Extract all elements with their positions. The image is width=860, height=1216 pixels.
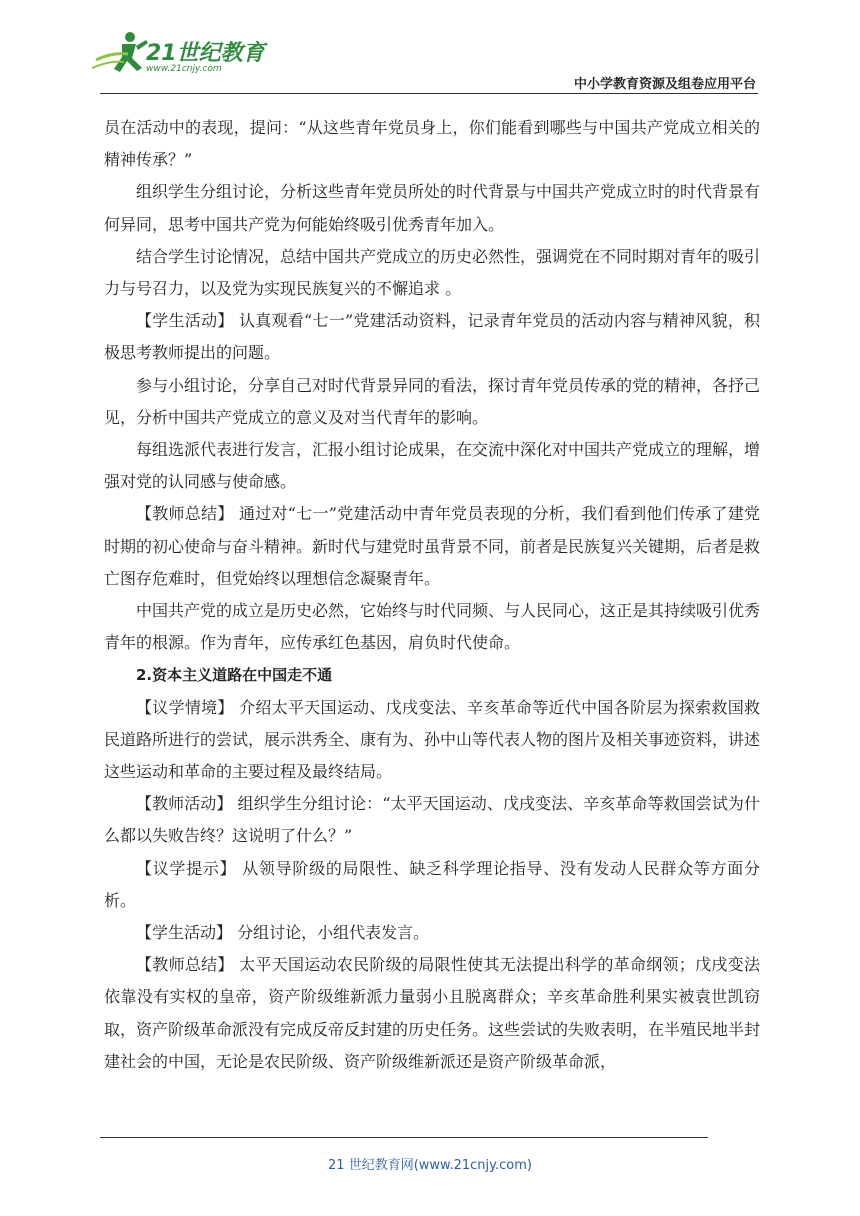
footer-divider xyxy=(100,1137,708,1138)
paragraph: 【议学情境】 介绍太平天国运动、戊戌变法、辛亥革命等近代中国各阶层为探索救国救民道路所进行的尝试，展示洪秀全、康有为、孙中山等代表人物的图片及相关事迹资料，讲述这些运动和革命的主要过程及最终结局。 xyxy=(104,697,761,782)
paragraph: 参与小组讨论，分享自己对时代背景异同的看法，探讨青年党员传承的党的精神，各抒己见，分析中国共产党成立的意义及对当代青年的影响。 xyxy=(104,375,761,427)
paragraph: 中国共产党的成立是历史必然，它始终与时代同频、与人民同心，这正是其持续吸引优秀青年的根源。作为青年，应传承红色基因，肩负时代使命。 xyxy=(104,601,761,653)
paragraph: 【教师总结】 太平天国运动农民阶级的局限性使其无法提出科学的革命纲领；戊戌变法依靠没有实权的皇帝，资产阶级维新派力量弱小且脱离群众；辛亥革命胜利果实被袁世凯窃取，资产阶级革命派没有完成反帝反封建的历史任务。这些尝试的失败表明，在半殖民地半封建社会的中国，无论是农民阶级、资产阶级维新派还是资产阶级革命派， xyxy=(104,955,761,1071)
document-body xyxy=(104,112,760,1078)
paragraph: 员在活动中的表现，提问：“从这些青年党员身上，你们能看到哪些与中国共产党成立相关的精神传承？” xyxy=(104,118,760,170)
paragraph: 结合学生讨论情况，总结中国共产党成立的历史必然性，强调党在不同时期对青年的吸引力与号召力，以及党为实现民族复兴的不懈追求 。 xyxy=(104,246,761,299)
paragraph: 【教师总结】 通过对“七一”党建活动中青年党员表现的分析，我们看到他们传承了建党时期的初心使命与奋斗精神。新时代与建党时虽背景不同，前者是民族复兴关键期，后者是救亡图存危难时，但党始终以理想信念凝聚青年。 xyxy=(104,504,761,588)
paragraph: 【议学提示】 从领导阶级的局限性、缺乏科学理论指导、没有发动人民群众等方面分析。 xyxy=(104,858,760,910)
platform-title: 中小学教育资源及组卷应用平台 xyxy=(573,77,756,92)
paragraph: 【学生活动】 认真观看“七一”党建活动资料，记录青年党员的活动内容与精神风貌，积极思考教师提出的问题。 xyxy=(104,311,760,363)
footer-link[interactable]: 21 世纪教育网(www.21cnjy.com) xyxy=(328,1158,532,1173)
logo-text: 21世纪教育 xyxy=(146,41,265,66)
paragraph: 【学生活动】 分组讨论，小组代表发言。 xyxy=(136,923,430,943)
header-divider xyxy=(100,93,758,94)
paragraph: 组织学生分组讨论，分析这些青年党员所处的时代背景与中国共产党成立时的时代背景有何异同，思考中国共产党为何能始终吸引优秀青年加入。 xyxy=(104,182,761,234)
page-header xyxy=(0,0,860,100)
paragraph: 每组选派代表进行发言，汇报小组讨论成果，在交流中深化对中国共产党成立的理解，增强对党的认同感与使命感。 xyxy=(104,440,761,492)
paragraph: 【教师活动】 组织学生分组讨论：“太平天国运动、戊戌变法、辛亥革命等救国尝试为什么都以失败告终？这说明了什么？” xyxy=(104,794,760,846)
logo-url: www.21cnjy.com xyxy=(146,64,222,74)
section-heading: 2.资本主义道路在中国走不通 xyxy=(136,666,333,685)
